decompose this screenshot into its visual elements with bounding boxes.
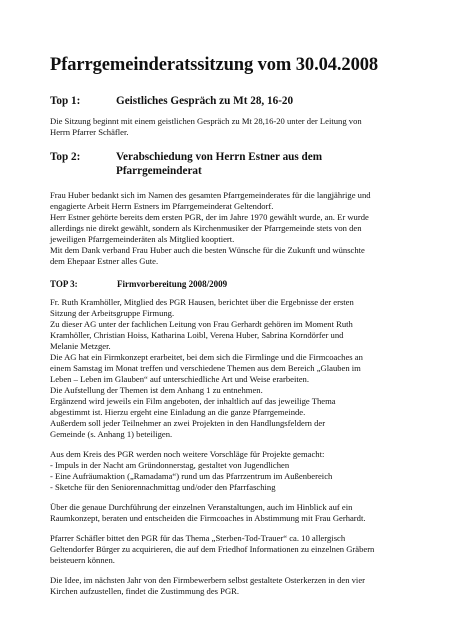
text-line: Zu dieser AG unter der fachlichen Leitung von Frau Gerhardt gehören im Moment Ruth <box>50 319 353 329</box>
paragraph <box>50 297 404 440</box>
text-line: Geltendorfer Bürger zu acquirieren, die auf dem Friedhof Informationen zu einzelnen Gräbern <box>50 544 375 554</box>
paragraph <box>50 190 404 267</box>
text-line: Aus dem Kreis des PGR werden noch weitere Vorschläge für Projekte gemacht: <box>50 449 325 459</box>
text-line: - Eine Aufräumaktion („Ramadama“) rund um das Pfarrzentrum im Außenbereich <box>50 471 333 481</box>
text-line: Raumkonzept, beraten und entscheiden die Firmcoaches in Abstimmung mit Frau Gerhardt. <box>50 513 366 523</box>
text-line: Ergänzend wird jeweils ein Film angeboten, der inhaltlich auf das jeweilige Thema <box>50 396 336 406</box>
section-title: Firmvorbereitung 2008/2009 <box>117 279 228 289</box>
text-line: beisteuern können. <box>50 555 115 565</box>
text-line: Gemeinde (s. Anhang 1) beteiligen. <box>50 429 173 439</box>
text-line: - Impuls in der Nacht am Gründonnerstag, gestaltet von Jugendlichen <box>50 460 290 470</box>
text-line: Außerdem soll jeder Teilnehmer an zwei Projekten in den Handlungsfeldern der <box>50 418 326 428</box>
text-line: Die Aufstellung der Themen ist dem Anhang 1 zu entnehmen. <box>50 385 263 395</box>
text-line: Über die genaue Durchführung der einzelnen Veranstaltungen, auch im Hinblick auf ein <box>50 502 353 512</box>
text-line: Frau Huber bedankt sich im Namen des gesamten Pfarrgemeinderates für die langjährige und <box>50 190 371 200</box>
paragraph <box>50 116 404 138</box>
text-line: Herr Estner gehörte bereits dem ersten PGR, der im Jahre 1970 gewählt wurde, an. Er wurde <box>50 212 369 222</box>
text-line: engagierte Arbeit Herrn Estners im Pfarrgemeinderat Geltendorf. <box>50 201 274 211</box>
text-line: einem Samstag im Monat treffen und verschiedene Themen aus dem Bereich „Glauben im <box>50 363 361 373</box>
section-heading-top-1 <box>50 94 404 108</box>
text-line: Leben – Leben im Glauben“ auf unterschiedliche Art und Weise erarbeiten. <box>50 374 310 384</box>
text-line: Kramhöller, Christian Hoiss, Katharina Loibl, Verena Huber, Sabrina Korndörfer und <box>50 330 344 340</box>
paragraph <box>50 502 404 524</box>
text-line: Fr. Ruth Kramhöller, Mitglied des PGR Hausen, berichtet über die Ergebnisse der ersten <box>50 297 354 307</box>
section-heading-top-3 <box>50 278 404 290</box>
section-title: Geistliches Gespräch zu Mt 28, 16-20 <box>116 95 294 107</box>
text-line: Die Idee, im nächsten Jahr von den Firmbewerbern selbst gestaltete Osterkerzen in den vier <box>50 575 365 585</box>
text-line: - Sketche für den Seniorennachmittag und/oder den Pfarrfasching <box>50 482 276 492</box>
section-number: Top 1: <box>50 95 81 107</box>
paragraph <box>50 533 404 566</box>
text-line: Die AG hat ein Firmkonzept erarbeitet, bei dem sich die Firmlinge und die Firmcoaches an <box>50 352 363 362</box>
section-number: TOP 3: <box>50 279 78 289</box>
text-line: abgestimmt ist. Hierzu ergeht eine Einladung an die ganze Pfarrgemeinde. <box>50 407 306 417</box>
paragraph <box>50 449 404 493</box>
section-title: Verabschiedung von Herrn Estner aus dem Pfarrgemeinderat <box>116 151 323 177</box>
text-line: Kirchen aufzustellen, findet die Zustimmung des PGR. <box>50 586 240 596</box>
text-line: Die Sitzung beginnt mit einem geistlichen Gespräch zu Mt 28,16-20 unter der Leitung von <box>50 116 362 126</box>
paragraph <box>50 575 404 597</box>
text-line: jeweiligen Pfarrgemeinderäten als Mitglied kooptiert. <box>50 234 235 244</box>
text-line: Sitzung der Arbeitsgruppe Firmung. <box>50 308 175 318</box>
text-line: Mit dem Dank verband Frau Huber auch die besten Wünsche für die Zukunft und wünschte <box>50 245 365 255</box>
text-line: Herrn Pfarrer Schäfler. <box>50 127 129 137</box>
text-line: Pfarrer Schäfler bittet den PGR für das Thema „Sterben-Tod-Trauer“ ca. 10 allergisch <box>50 533 346 543</box>
text-line: allerdings nie direkt gewählt, sondern als Kirchenmusiker der Pfarrgemeinde stets von den <box>50 223 362 233</box>
text-line: dem Ehepaar Estner alles Gute. <box>50 256 159 266</box>
section-heading-top-2 <box>50 150 404 178</box>
document-title: Pfarrgemeinderatssitzung vom 30.04.2008 <box>50 55 379 75</box>
text-line: Melanie Metzger. <box>50 341 111 351</box>
section-number: Top 2: <box>50 151 81 163</box>
